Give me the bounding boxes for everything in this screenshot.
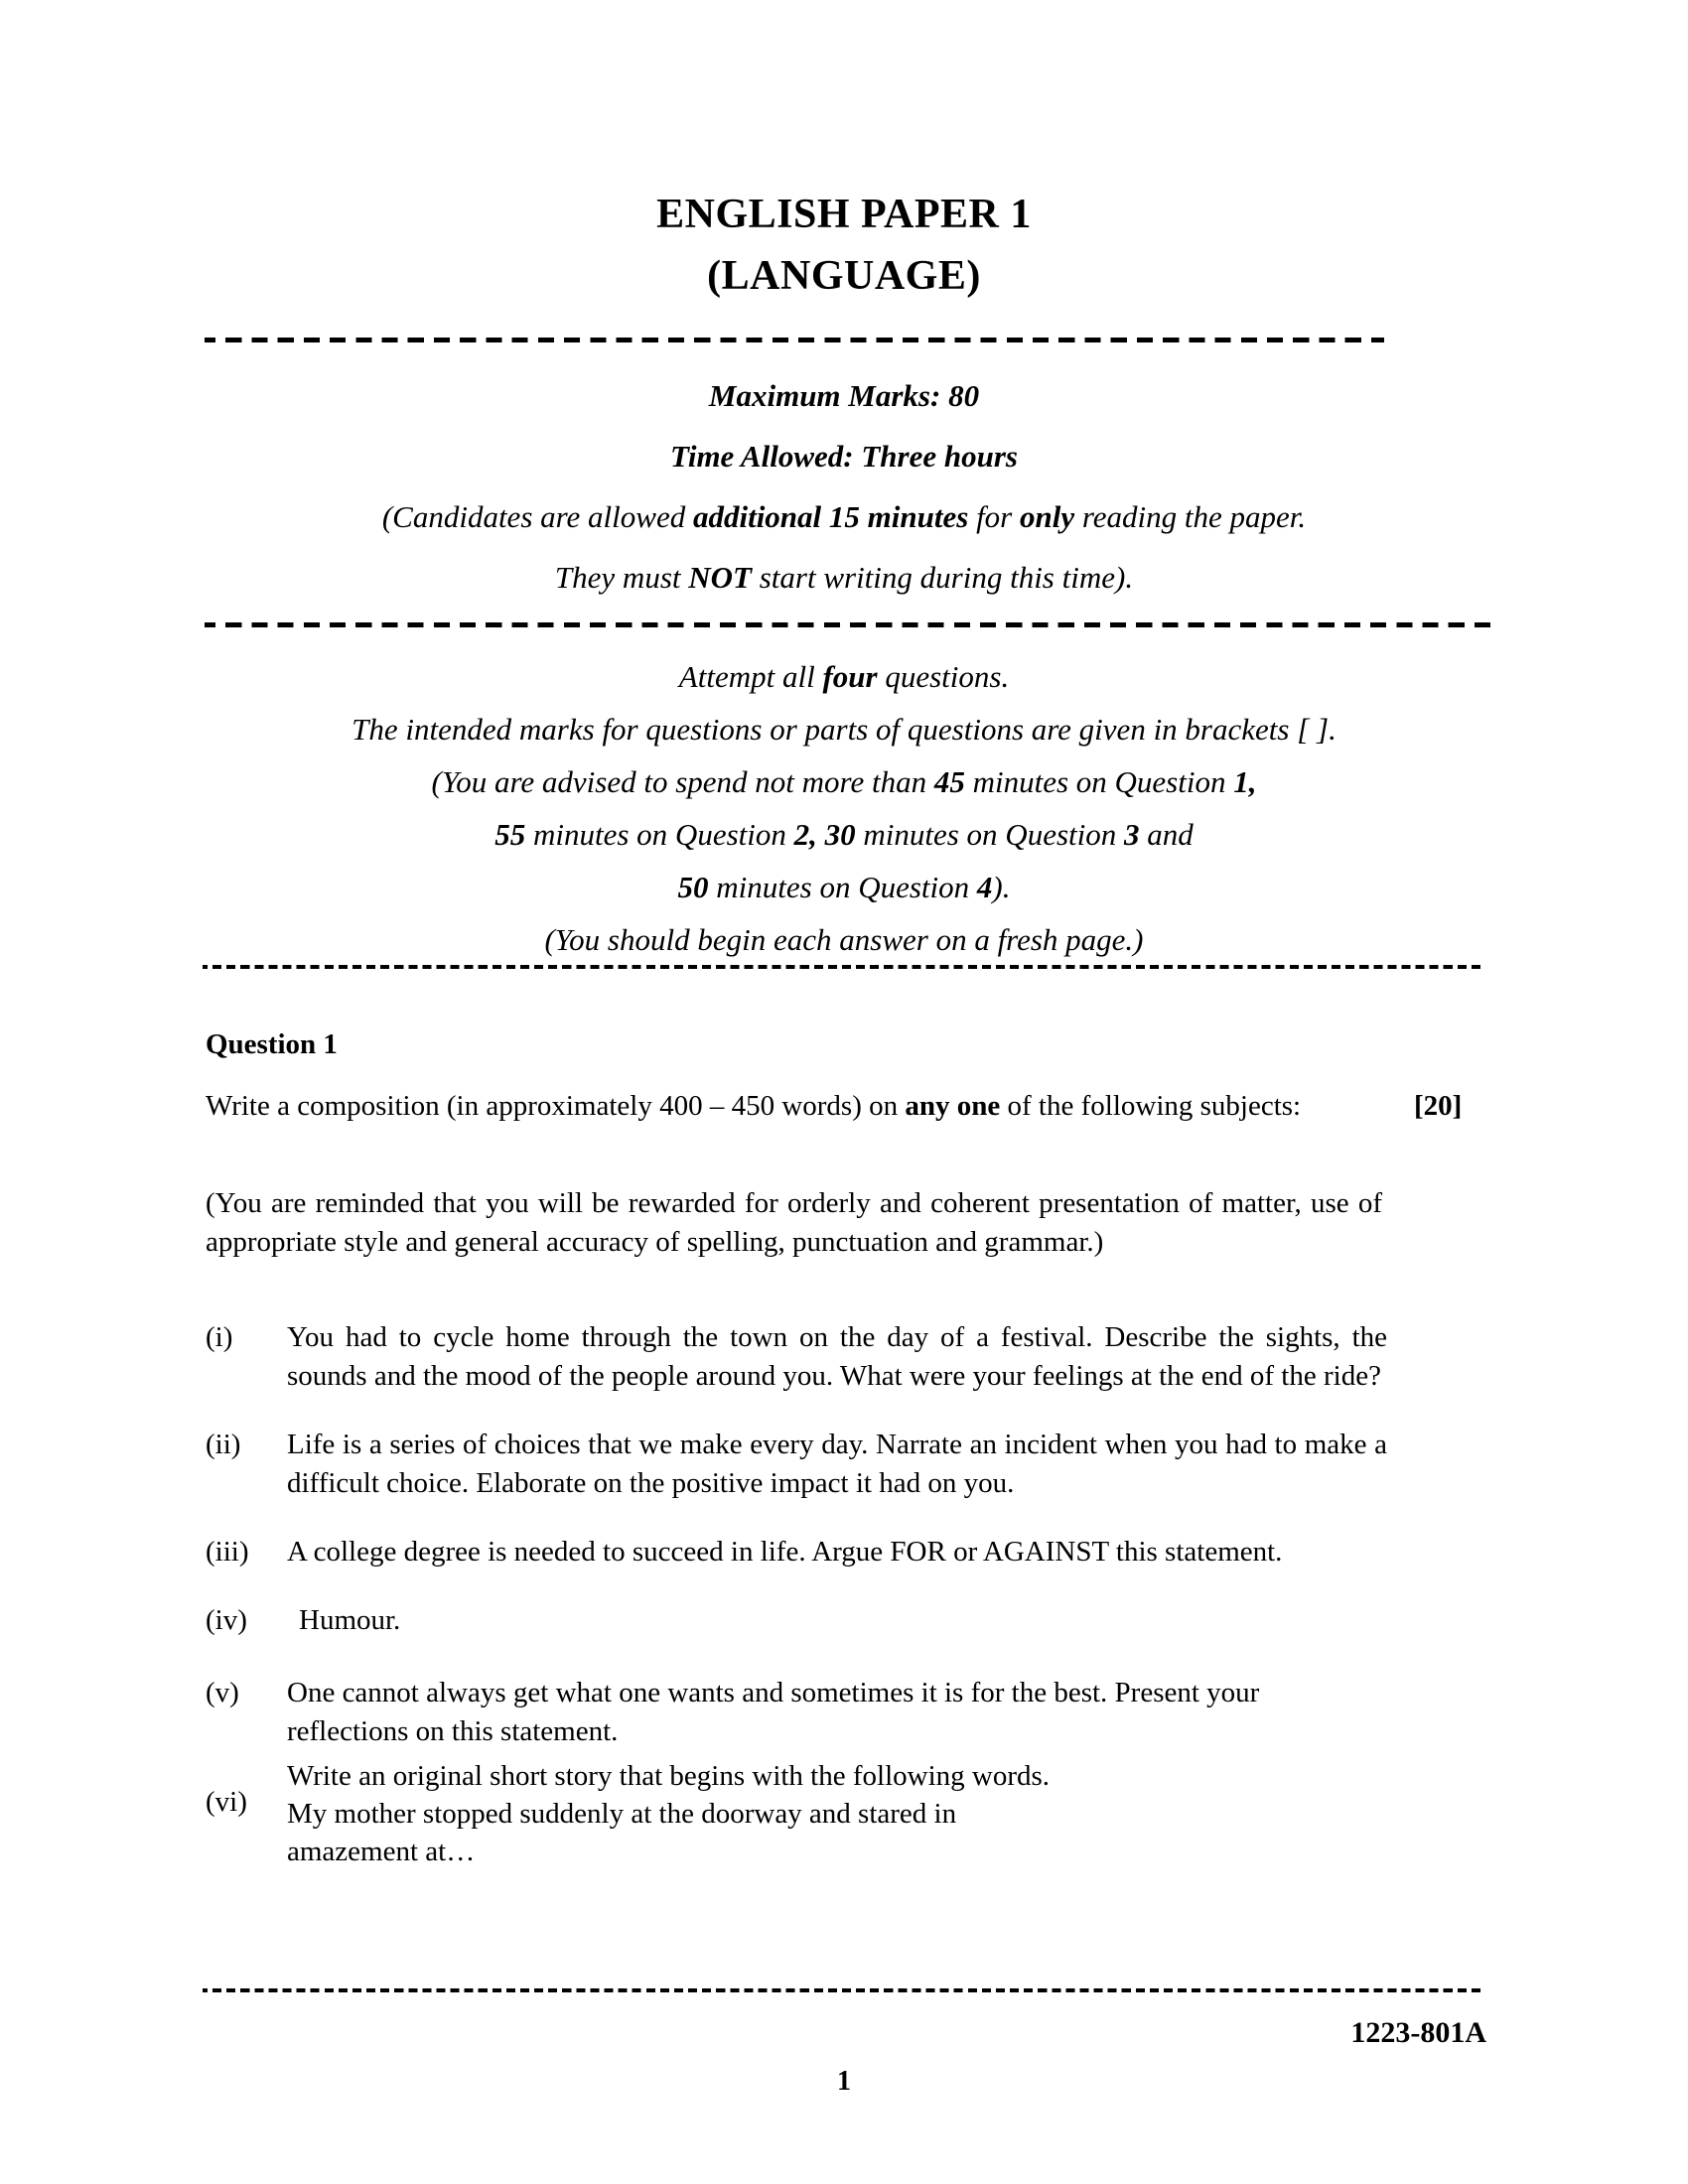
attempt-text-a: Attempt all — [678, 659, 823, 694]
list-item-text-line-3: amazement at… — [287, 1836, 476, 1867]
reading-time-text-c: reading the paper. — [1074, 499, 1307, 534]
list-item-marker: (iv) — [206, 1604, 247, 1636]
advice3-text-a: minutes on Question — [708, 870, 977, 904]
no-writing-text-b: start writing during this time). — [751, 560, 1134, 595]
list-item-text: A college degree is needed to succeed in life. Argue FOR or AGAINST this statement. — [287, 1536, 1283, 1568]
time-advice-line-3 — [189, 861, 1499, 913]
attempt-all-line — [189, 650, 1499, 703]
question-1-note: (You are reminded that you will be rewarded for orderly and coherent presentation of matter, use of appropriate style and general accuracy of spelling, punctuation and grammar.) — [206, 1187, 1382, 1258]
title-line-primary: ENGLISH PAPER 1 — [656, 192, 1032, 237]
no-writing-line — [189, 547, 1499, 608]
advice2-text-b: minutes on Question — [855, 817, 1124, 852]
time-allowed-label: Time Allowed: Three hours — [670, 439, 1018, 474]
intro-text-b: of the following subjects: — [1000, 1090, 1302, 1122]
time-allowed-line — [189, 426, 1499, 486]
page-number: 1 — [837, 2066, 851, 2097]
title-line-secondary: (LANGUAGE) — [707, 253, 981, 299]
instructions-block — [189, 650, 1499, 966]
list-item-marker: (vi) — [206, 1786, 247, 1818]
exam-info-block — [189, 365, 1499, 608]
reading-time-line — [189, 486, 1499, 547]
reading-time-text-b: for — [968, 499, 1020, 534]
advice3-emphasis-a: 50 — [677, 870, 709, 904]
list-item-marker: (v) — [206, 1677, 239, 1708]
fresh-page-line: (You should begin each answer on a fresh page.) — [544, 922, 1144, 957]
list-item — [206, 1601, 1387, 1640]
list-item-text: Life is a series of choices that we make every day. Narrate an incident when you had to make a difficult choice. Elaborate on the positive impact it had on you. — [287, 1429, 1387, 1499]
advice2-text-c: and — [1139, 817, 1194, 852]
marks-brackets-line: The intended marks for questions or parts of questions are given in brackets [ ]. — [352, 712, 1336, 747]
no-writing-emphasis: NOT — [688, 560, 752, 595]
advice2-emphasis-c: 3 — [1124, 817, 1140, 852]
list-item — [206, 1757, 1387, 1870]
time-advice-line-1 — [189, 755, 1499, 808]
list-item — [206, 1533, 1387, 1571]
list-item-text-line-1: Write an original short story that begins with the following words. — [287, 1760, 1051, 1792]
list-item-marker: (iii) — [206, 1536, 249, 1568]
paper-code: 1223-801A — [1350, 2016, 1486, 2049]
advice3-text-b: ). — [992, 870, 1011, 904]
time-advice-line-2 — [189, 808, 1499, 861]
reading-time-emphasis-b: only — [1020, 499, 1075, 534]
divider-footer — [203, 1988, 1485, 1992]
no-writing-text-a: They must — [554, 560, 689, 595]
advice1-emphasis-a: 45 — [933, 764, 965, 799]
maximum-marks-line — [189, 365, 1499, 426]
advice1-text-b: minutes on Question — [964, 764, 1234, 799]
question-1-intro — [206, 1087, 1357, 1126]
list-item-marker: (i) — [206, 1321, 233, 1353]
list-item — [206, 1318, 1387, 1396]
list-item — [206, 1674, 1387, 1751]
intro-text-a: Write a composition (in approximately 400 – 450 words) on — [206, 1090, 906, 1122]
list-item-text: One cannot always get what one wants and sometimes it is for the best. Present your reflections on this statement. — [287, 1677, 1260, 1747]
attempt-emphasis: four — [822, 659, 878, 694]
page-title — [0, 184, 1688, 307]
advice2-text-a: minutes on Question — [525, 817, 794, 852]
divider-middle — [205, 622, 1491, 627]
list-item — [206, 1426, 1387, 1503]
advice2-emphasis-b: 2, 30 — [793, 817, 856, 852]
list-item-text: Humour. — [299, 1604, 401, 1636]
intro-emphasis: any one — [905, 1090, 1001, 1122]
divider-before-question — [203, 965, 1485, 969]
reading-time-emphasis-a: additional 15 minutes — [692, 499, 969, 534]
list-item-text: You had to cycle home through the town on the day of a festival. Describe the sights, the sounds and the mood of the people around you. What were your feelings at the end of the ride? — [287, 1321, 1387, 1392]
list-item-text-line-2: My mother stopped suddenly at the doorway and stared in — [287, 1798, 957, 1830]
question-1-options-list — [206, 1318, 1387, 1870]
advice1-emphasis-b: 1, — [1233, 764, 1257, 799]
divider-top — [205, 338, 1384, 342]
advice2-emphasis-a: 55 — [494, 817, 526, 852]
attempt-text-b: questions. — [877, 659, 1010, 694]
question-1-marks: [20] — [1414, 1090, 1463, 1122]
question-1-heading: Question 1 — [206, 1028, 338, 1060]
advice1-text-a: (You are advised to spend not more than — [431, 764, 934, 799]
advice3-emphasis-b: 4 — [976, 870, 993, 904]
maximum-marks-label: Maximum Marks: 80 — [708, 378, 980, 413]
list-item-marker: (ii) — [206, 1429, 241, 1460]
reading-time-text-a: (Candidates are allowed — [381, 499, 693, 534]
